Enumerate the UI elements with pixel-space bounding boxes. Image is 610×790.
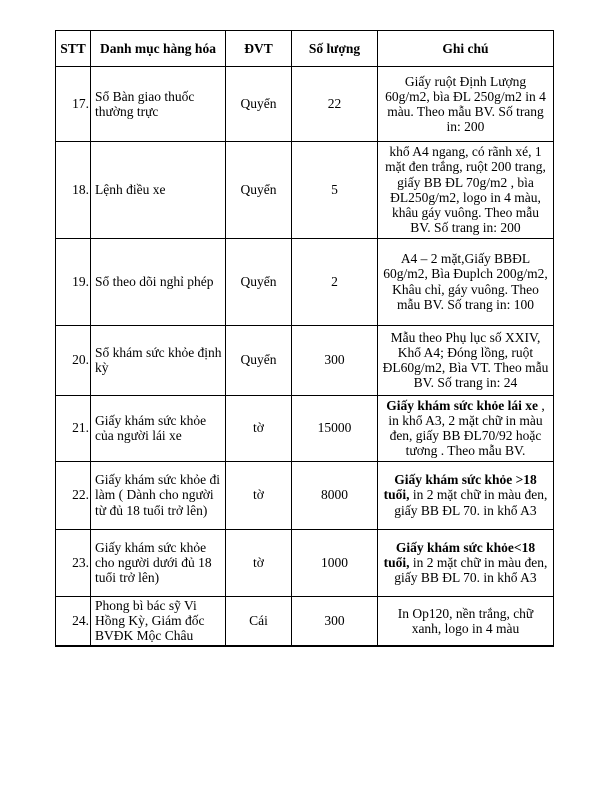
item-note: [378, 67, 554, 142]
item-unit: Quyển: [226, 238, 292, 325]
table-row: [56, 67, 554, 142]
item-name: Giấy khám sức khỏe đi làm ( Dành cho người từ đủ 18 tuổi trở lên): [91, 461, 226, 529]
row-number: 22.: [56, 461, 91, 529]
item-note-text: in 2 mặt chữ in màu đen, giấy BB ĐL 70. in khổ A3: [394, 487, 548, 518]
item-note: [378, 238, 554, 325]
row-number: 19.: [56, 238, 91, 325]
item-note: [378, 142, 554, 239]
item-note: [378, 461, 554, 529]
item-unit: Quyển: [226, 142, 292, 239]
table-row: [56, 596, 554, 646]
item-note-text: A4 – 2 mặt,Giấy BBĐL 60g/m2, Bìa Đuplch 200g/m2, Khâu chỉ, gáy vuông. Theo mẫu BV. Số trang in: 100: [383, 251, 548, 312]
item-note-text: , in khổ A3, 2 mặt chữ in màu đen, giấy BB ĐL70/92 hoặc tương . Theo mẫu BV.: [388, 397, 545, 459]
item-quantity: 5: [292, 142, 378, 239]
item-note-bold: Giấy khám sức khỏe<18 tuổi,: [383, 539, 536, 570]
item-name: Lệnh điều xe: [91, 142, 226, 239]
item-quantity: 1000: [292, 529, 378, 596]
table-row: [56, 395, 554, 461]
item-note-text: Giấy ruột Định Lượng 60g/m2, bìa ĐL 250g/m2 in 4 màu. Theo mẫu BV. Số trang in: 200: [385, 73, 546, 135]
row-number: 21.: [56, 395, 91, 461]
item-quantity: 8000: [292, 461, 378, 529]
item-name: Phong bì bác sỹ Vi Hồng Kỳ, Giám đốc BVĐK Mộc Châu: [91, 596, 226, 646]
item-name: Giấy khám sức khỏe cho người dưới đủ 18 tuổi trở lên): [91, 529, 226, 596]
table-row: [56, 461, 554, 529]
row-number: 18.: [56, 142, 91, 239]
item-unit: tờ: [226, 461, 292, 529]
item-note-bold: Giấy khám sức khỏe lái xe: [386, 397, 538, 413]
item-quantity: 300: [292, 596, 378, 646]
header-note: Ghi chú: [378, 31, 554, 67]
item-note-text: khổ A4 ngang, có rãnh xé, 1 mặt đen trắng, ruột 200 trang, giấy BB ĐL 70g/m2 , bìa ĐL250g/m2, logo in 4 màu, khâu gáy vuông. Theo mẫu BV. Số trang in: 200: [385, 144, 546, 236]
item-quantity: 22: [292, 67, 378, 142]
item-quantity: 300: [292, 325, 378, 395]
item-note-bold: Giấy khám sức khỏe >18 tuổi,: [383, 472, 537, 503]
item-name: Sổ Bàn giao thuốc thường trực: [91, 67, 226, 142]
item-note-text: in 2 mặt chữ in màu đen, giấy BB ĐL 70. in khổ A3: [394, 554, 548, 586]
item-unit: tờ: [226, 395, 292, 461]
item-note-text: In Op120, nền trắng, chữ xanh, logo in 4 màu: [397, 605, 534, 636]
table-row: [56, 238, 554, 325]
table-header: [56, 31, 554, 67]
item-quantity: 15000: [292, 395, 378, 461]
header-unit: ĐVT: [226, 31, 292, 67]
row-number: 24.: [56, 596, 91, 646]
header-row: [56, 31, 554, 67]
item-name: Giấy khám sức khỏe của người lái xe: [91, 395, 226, 461]
row-number: 23.: [56, 529, 91, 596]
item-unit: Quyển: [226, 325, 292, 395]
item-note: [378, 325, 554, 395]
table-row: [56, 325, 554, 395]
table-row: [56, 529, 554, 596]
header-quantity: Số lượng: [292, 31, 378, 67]
item-note: [378, 529, 554, 596]
item-name: Sổ theo dõi nghỉ phép: [91, 238, 226, 325]
item-unit: Cái: [226, 596, 292, 646]
item-name: Sổ khám sức khỏe định kỳ: [91, 325, 226, 395]
header-stt: STT: [56, 31, 91, 67]
item-unit: Quyển: [226, 67, 292, 142]
supplies-table: [55, 30, 554, 647]
header-item-name: Danh mục hàng hóa: [91, 31, 226, 67]
table-body: [56, 67, 554, 647]
item-unit: tờ: [226, 529, 292, 596]
item-note-text: Mẫu theo Phụ lục số XXIV, Khổ A4; Đóng lồng, ruột ĐL60g/m2, Bìa VT. Theo mẫu BV. Số trang in: 24: [382, 329, 549, 391]
table-row: [56, 142, 554, 239]
item-note: [378, 596, 554, 646]
item-quantity: 2: [292, 238, 378, 325]
row-number: 17.: [56, 67, 91, 142]
row-number: 20.: [56, 325, 91, 395]
item-note: [378, 395, 554, 461]
